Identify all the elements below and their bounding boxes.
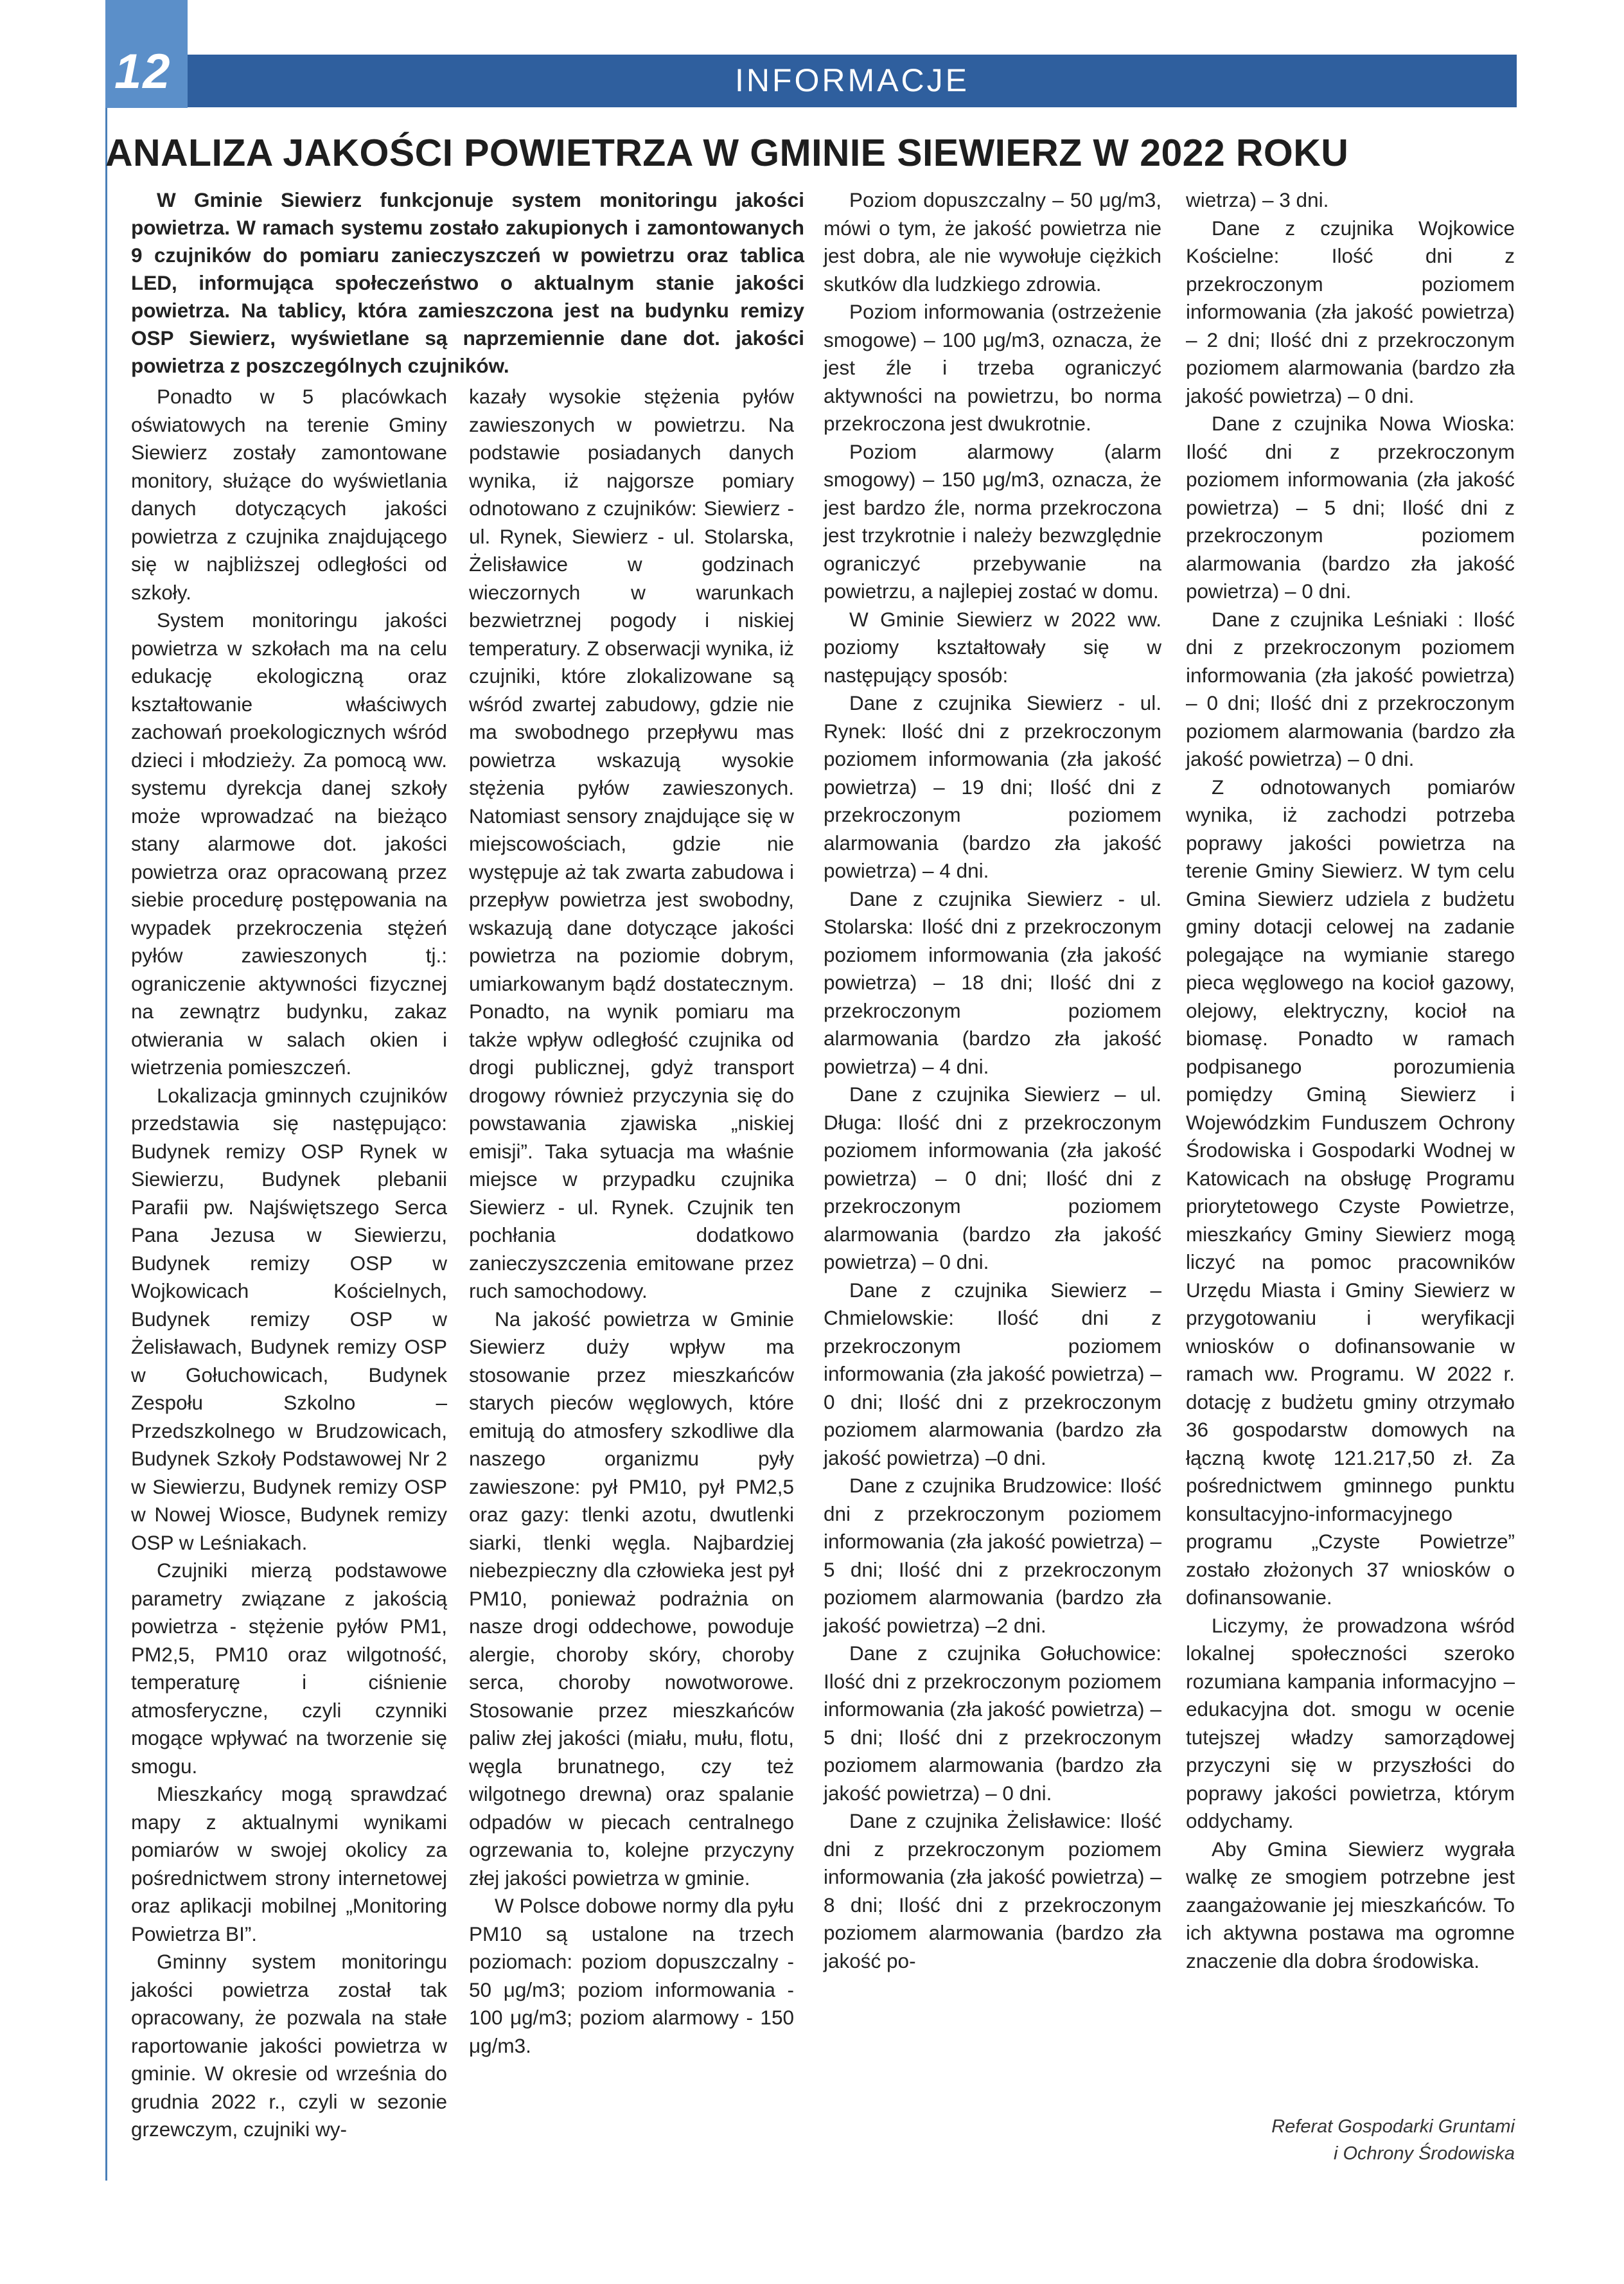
- paragraph: Dane z czujnika Nowa Wioska: Ilość dni z przekroczonym poziomem informowania (zła jakość powietrza) – 5 dni; Ilość dni z przekroczonym poziomem alarmowania (bardzo zła jakość powietrza) – 0 dni.: [1186, 412, 1515, 603]
- paragraph: Dane z czujnika Wojkowice Kościelne: Ilość dni z przekroczonym poziomem informowania (zła jakość powietrza) – 2 dni; Ilość dni z przekroczonym poziomem alarmowania (bardzo zła jakość powietrza) – 0 dni.: [1186, 216, 1515, 407]
- paragraph: W Polsce dobowe normy dla pyłu PM10 są ustalone na trzech poziomach: poziom dopuszczalny - 50 μg/m3; poziom informowania - 100 μg/m3; poziom alarmowy - 150 μg/m3.: [469, 1894, 794, 2057]
- article-signature: [1182, 2113, 1515, 2167]
- paragraph: Poziom dopuszczalny – 50 μg/m3, mówi o tym, że jakość powietrza nie jest dobra, ale nie wywołuje ciężkich skutków dla ludzkiego zdrowia.: [824, 188, 1161, 296]
- signature-line: i Ochrony Środowiska: [1333, 2143, 1515, 2164]
- paragraph: Na jakość powietrza w Gminie Siewierz duży wpływ ma stosowanie przez mieszkańców starych pieców węglowych, które emitują do atmosfery szkodliwe dla naszego organizmu pyły zawieszone: pył PM10, pył PM2,5 oraz gazy: tlenki azotu, dwutlenki siarki, tlenki węgla. Najbardziej niebezpieczny dla człowieka jest pył PM10, ponieważ podrażnia on nasze drogi oddechowe, powoduje alergie, choroby skóry, choroby serca, choroby nowotworowe. Stosowanie przez mieszkańców paliw złej jakości (miału, mułu, flotu, węgla brunatnego, czy też wilgotnego drewna) oraz spalanie odpadów w piecach centralnego ogrzewania to, kolejne przyczyny złej jakości powietrza w gminie.: [469, 1307, 794, 1890]
- paragraph: Dane z czujnika Siewierz –Chmielowskie: Ilość dni z przekroczonym poziomem informowania (zła jakość powietrza) – 0 dni; Ilość dni z przekroczonym poziomem alarmowania (bardzo zła jakość powietrza) –0 dni.: [824, 1278, 1161, 1469]
- paragraph: Dane z czujnika Żelisławice: Ilość dni z przekroczonym poziomem informowania (zła jakość powietrza) – 8 dni; Ilość dni z przekroczonym poziomem alarmowania (bardzo zła jakość po-: [824, 1809, 1161, 1972]
- article-column-2: [469, 383, 794, 2060]
- article-column-3: [824, 186, 1161, 1975]
- paragraph: Aby Gmina Siewierz wygrała walkę ze smogiem potrzebne jest zaangażowanie jej mieszkańców. To ich aktywna postawa ma ogromne znaczenie dla dobra środowiska.: [1186, 1837, 1515, 1972]
- article-column-1: [131, 383, 447, 2144]
- article-column-4: [1186, 186, 1515, 1975]
- paragraph: Dane z czujnika Leśniaki : Ilość dni z przekroczonym poziomem informowania (zła jakość powietrza) – 0 dni; Ilość dni z przekroczonym poziomem alarmowania (bardzo zła jakość powietrza) – 0 dni.: [1186, 607, 1515, 770]
- signature-line: Referat Gospodarki Gruntami: [1271, 2116, 1515, 2137]
- paragraph: Ponadto w 5 placówkach oświatowych na terenie Gminy Siewierz zostały zamontowane monitory, służące do wyświetlania danych dotyczących jakości powietrza z czujnika znajdującego się w najbliższej odległości od szkoły.: [131, 385, 447, 604]
- paragraph: Liczymy, że prowadzona wśród lokalnej społeczności szeroko rozumiana kampania informacyjno – edukacyjna dot. smogu w ocenie tutejszej władzy samorządowej przyczyni się w przyszłości do poprawy jakości powietrza, którym oddychamy.: [1186, 1613, 1515, 1832]
- left-accent-rule: [105, 0, 107, 2181]
- paragraph: System monitoringu jakości powietrza w szkołach ma na celu edukację ekologiczną oraz kształtowanie właściwych zachowań proekologicznych wśród dzieci i młodzieży. Za pomocą ww. systemu dyrekcja danej szkoły może wprowadzać na bieżąco stany alarmowe dot. jakości powietrza oraz opracowaną przez siebie procedurę postępowania na wypadek przekroczenia stężeń pyłów zawieszonych tj.: ograniczenie aktywności fizycznej na zewnątrz budynku, zakaz otwierania w salach okien i wietrzenia pomieszczeń.: [131, 608, 447, 1079]
- paragraph: Dane z czujnika Siewierz – ul. Długa: Ilość dni z przekroczonym poziomem informowania (zła jakość powietrza) – 0 dni; Ilość dni z przekroczonym poziomem alarmowania (bardzo zła jakość powietrza) – 0 dni.: [824, 1083, 1161, 1273]
- paragraph: Mieszkańcy mogą sprawdzać mapy z aktualnymi wynikami pomiarów w swojej okolicy za pośrednictwem strony internetowej oraz aplikacji mobilnej „Monitoring Powietrza BI”.: [131, 1782, 447, 1945]
- paragraph: Poziom informowania (ostrzeżenie smogowe) – 100 μg/m3, oznacza, że jest źle i trzeba ograniczyć aktywności na powietrzu, bo norma przekroczona jest dwukrotnie.: [824, 300, 1161, 435]
- paragraph-continued: kazały wysokie stężenia pyłów zawieszonych w powietrzu. Na podstawie posiadanych danych wynika, iż najgorsze pomiary odnotowano z czujników: Siewierz -ul. Rynek, Siewierz - ul. Stolarska, Żelisławice w godzinach wieczornych w warunkach bezwietrznej pogody i niskiej temperatury. Z obserwacji wynika, iż czujniki, które zlokalizowane są wśród zwartej zabudowy, gdzie nie ma swobodnego przepływu mas powietrza wskazują wysokie stężenia pyłów zawieszonych. Natomiast sensory znajdujące się w miejscowościach, gdzie nie występuje aż tak zwarta zabudowa i przepływ powietrza jest swobodny, wskazują dane dotyczące jakości powietrza na poziomie dobrym, umiarkowanym bądź dostatecznym. Ponadto, na wynik pomiaru ma także wpływ odległość czujnika od drogi publicznej, gdyż transport drogowy również przyczynia się do powstawania zjawiska „niskiej emisji”. Taka sytuacja ma właśnie miejsce w przypadku czujnika Siewierz - ul. Rynek. Czujnik ten pochłania dodatkowo zanieczyszczenia emitowane przez ruch samochodowy.: [469, 385, 794, 1302]
- lead-paragraph: W Gminie Siewierz funkcjonuje system monitoringu jakości powietrza. W ramach systemu zostało zakupionych i zamontowanych 9 czujników do pomiaru zanieczyszczeń w powietrzu oraz tablica LED, informująca społeczeństwo o aktualnym stanie jakości powietrza. Na tablicy, która zamieszczona jest na budynku remizy OSP Siewierz, wyświetlane są naprzemiennie dane dot. jakości powietrza z poszczególnych czujników.: [131, 188, 804, 377]
- paragraph: Dane z czujnika Siewierz - ul. Stolarska: Ilość dni z przekroczonym poziomem informowania (zła jakość powietrza) – 18 dni; Ilość dni z przekroczonym poziomem alarmowania (bardzo zła jakość powietrza) – 4 dni.: [824, 887, 1161, 1078]
- article-title: ANALIZA JAKOŚCI POWIETRZA W GMINIE SIEWIERZ W 2022 ROKU: [105, 132, 1349, 174]
- paragraph: Z odnotowanych pomiarów wynika, iż zachodzi potrzeba poprawy jakości powietrza na terenie Gminy Siewierz. W tym celu Gmina Siewierz udziela z budżetu gminy dotacji celowej na zadanie polegające na wymianie starego pieca węglowego na kocioł gazowy, olejowy, elektryczny, kocioł na biomasę. Ponadto w ramach podpisanego porozumienia pomiędzy Gminą Siewierz i Wojewódzkim Funduszem Ochrony Środowiska i Gospodarki Wodnej w Katowicach na obsługę Programu priorytetowego Czyste Powietrze, mieszkańcy Gminy Siewierz mogą liczyć na pomoc pracowników Urzędu Miasta i Gminy Siewierz w przygotowaniu i weryfikacji wniosków o dofinansowanie w ramach ww. Programu. W 2022 r. dotację z budżetu gminy otrzymało 36 gospodarstw domowych na łączną kwotę 121.217,50 zł. Za pośrednictwem gminnego punktu konsultacyjno-informacyjnego programu „Czyste Powietrze” zostało złożonych 37 wniosków o dofinansowanie.: [1186, 775, 1515, 1609]
- paragraph: Poziom alarmowy (alarm smogowy) – 150 μg/m3, oznacza, że jest bardzo źle, norma przekroczona jest trzykrotnie i należy bezwzględnie ograniczyć przebywanie na powietrzu, a najlepiej zostać w domu.: [824, 439, 1161, 603]
- section-label: INFORMACJE: [735, 62, 969, 98]
- page-number: 12: [114, 44, 172, 99]
- paragraph: Lokalizacja gminnych czujników przedstawia się następująco: Budynek remizy OSP Rynek w Siewierzu, Budynek plebanii Parafii pw. Najświętszego Serca Pana Jezusa w Siewierzu, Budynek remizy OSP w Wojkowicach Kościelnych, Budynek remizy OSP w Żelisławach, Budynek remizy OSP w Gołuchowicach, Budynek Zespołu Szkolno – Przedszkolnego w Brudzowicach, Budynek Szkoły Podstawowej Nr 2 w Siewierzu, Budynek remizy OSP w Nowej Wiosce, Budynek remizy OSP w Leśniakach.: [131, 1083, 447, 1554]
- paragraph: Dane z czujnika Brudzowice: Ilość dni z przekroczonym poziomem informowania (zła jakość powietrza) – 5 dni; Ilość dni z przekroczonym poziomem alarmowania (bardzo zła jakość powietrza) –2 dni.: [824, 1474, 1161, 1637]
- paragraph: W Gminie Siewierz w 2022 ww. poziomy kształtowały się w następujący sposób:: [824, 607, 1161, 687]
- paragraph: Dane z czujnika Gołuchowice: Ilość dni z przekroczonym poziomem informowania (zła jakość powietrza) – 5 dni; Ilość dni z przekroczonym poziomem alarmowania (bardzo zła jakość powietrza) – 0 dni.: [824, 1642, 1161, 1805]
- paragraph: Czujniki mierzą podstawowe parametry związane z jakością powietrza - stężenie pyłów PM1, PM2,5, PM10 oraz wilgotność, temperaturę i ciśnienie atmosferyczne, czyli czynniki mogące wpływać na tworzenie się smogu.: [131, 1559, 447, 1778]
- paragraph-continued: wietrza) – 3 dni.: [1186, 188, 1329, 211]
- paragraph: Dane z czujnika Siewierz - ul. Rynek: Ilość dni z przekroczonym poziomem informowania (zła jakość powietrza) – 19 dni; Ilość dni z przekroczonym poziomem alarmowania (bardzo zła jakość powietrza) – 4 dni.: [824, 691, 1161, 882]
- paragraph: Gminny system monitoringu jakości powietrza został tak opracowany, że pozwala na stałe raportowanie jakości powietrza w gminie. W okresie od września do grudnia 2022 r., czyli w sezonie grzewczym, czujniki wy-: [131, 1950, 447, 2141]
